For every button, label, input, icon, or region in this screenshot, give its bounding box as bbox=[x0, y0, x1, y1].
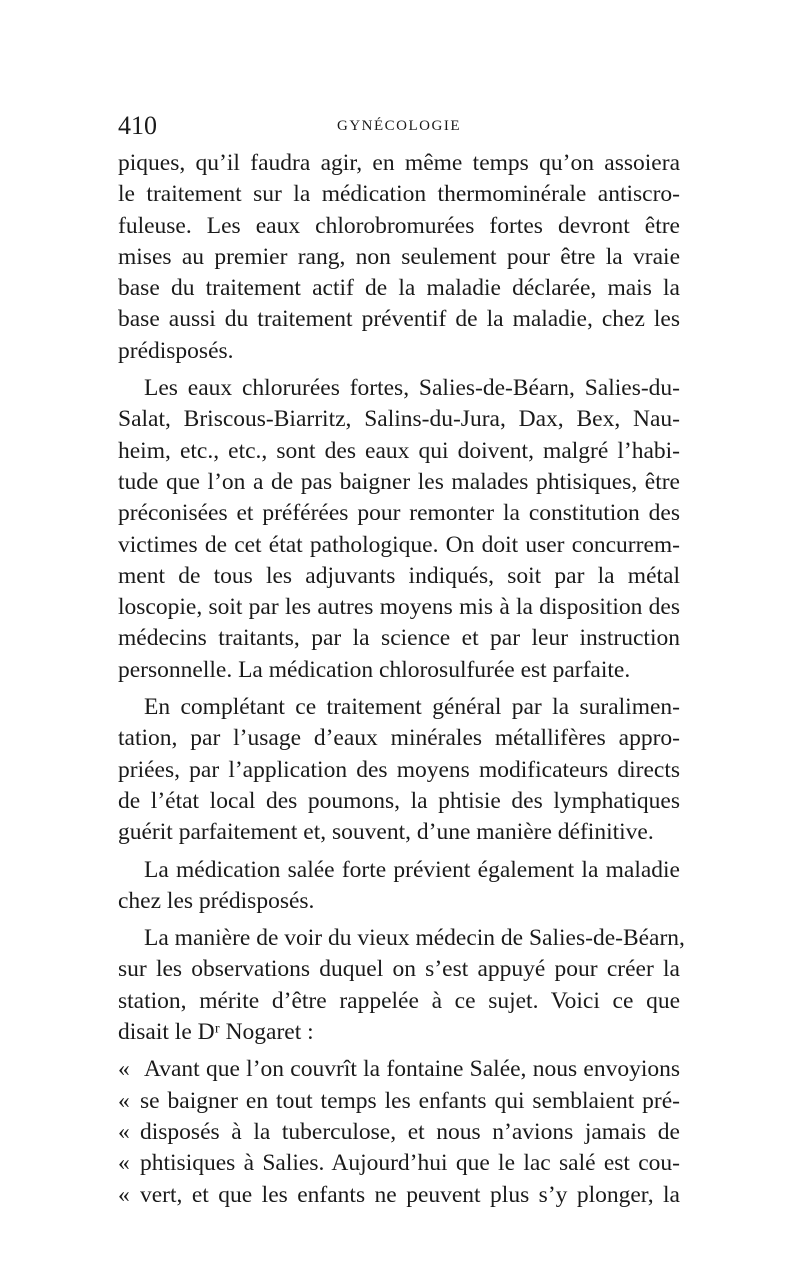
paragraph-line: guérit parfaitement et, souvent, d’une manière définitive. bbox=[118, 819, 654, 846]
paragraph bbox=[118, 148, 680, 367]
paragraph-line: base du traitement actif de la maladie déclarée, mais la bbox=[118, 275, 680, 302]
body-text bbox=[118, 148, 685, 1048]
quote-line-text: vert, et que les enfants ne peuvent plus s’y plonger, la bbox=[140, 1181, 680, 1208]
running-title: GYNÉCOLOGIE bbox=[337, 118, 461, 134]
quote-mark: « bbox=[118, 1087, 130, 1114]
paragraph-line: Les eaux chlorurées fortes, Salies-de-Béarn, Salies-du- bbox=[144, 375, 680, 402]
paragraph-line: disait le Dʳ Nogaret : bbox=[118, 1019, 314, 1046]
quote-line-text: Avant que l’on couvrît la fontaine Salée, nous envoyions bbox=[144, 1056, 680, 1083]
paragraph-line: fuleuse. Les eaux chlorobromurées fortes devront être bbox=[118, 212, 680, 239]
page-number: 410 bbox=[118, 111, 157, 140]
paragraph-line: prédisposés. bbox=[118, 337, 234, 364]
paragraph-line: victimes de cet état pathologique. On doit user concurrem- bbox=[118, 531, 680, 558]
quote-mark: « bbox=[118, 1181, 130, 1208]
quote-line bbox=[118, 1148, 680, 1179]
paragraph-line: loscopie, soit par les autres moyens mis à la disposition des bbox=[118, 594, 680, 621]
quote-line-text: se baigner en tout temps les enfants qui semblaient pré- bbox=[140, 1087, 680, 1114]
paragraph-line: médecins traitants, par la science et par leur instruction bbox=[118, 625, 680, 652]
paragraph-line: personnelle. La médication chlorosulfurée est parfaite. bbox=[118, 656, 631, 683]
quote-line-text: disposés à la tuberculose, et nous n’avions jamais de bbox=[140, 1118, 680, 1145]
quote-line-text: phtisiques à Salies. Aujourd’hui que le lac salé est cou- bbox=[140, 1150, 680, 1177]
paragraph-line: En complétant ce traitement général par la suralimen- bbox=[144, 694, 680, 721]
book-page bbox=[118, 108, 685, 1211]
paragraph bbox=[118, 692, 680, 848]
paragraph-line: tude que l’on a de pas baigner les malades phtisiques, être bbox=[118, 468, 680, 495]
paragraph-line: base aussi du traitement préventif de la maladie, chez les bbox=[118, 306, 680, 333]
paragraph-line: Salat, Briscous-Biarritz, Salins-du-Jura, Dax, Bex, Nau- bbox=[118, 406, 680, 433]
paragraph-line: La manière de voir du vieux médecin de Salies-de-Béarn, bbox=[144, 925, 685, 952]
quotation bbox=[118, 1048, 680, 1210]
paragraph-line: heim, etc., etc., sont des eaux qui doivent, malgré l’habi- bbox=[118, 437, 680, 464]
paragraph-line: priées, par l’application des moyens modificateurs directs bbox=[118, 756, 680, 783]
quote-mark: « bbox=[118, 1056, 130, 1083]
paragraph-line: La médication salée forte prévient également la maladie bbox=[144, 856, 680, 883]
quote-line bbox=[118, 1180, 680, 1211]
paragraph bbox=[118, 923, 685, 1048]
quote-line bbox=[118, 1054, 680, 1085]
running-head bbox=[118, 108, 680, 148]
paragraph bbox=[118, 373, 680, 686]
quote-mark: « bbox=[118, 1150, 130, 1177]
paragraph bbox=[118, 855, 680, 918]
paragraph-line: de l’état local des poumons, la phtisie des lymphatiques bbox=[118, 787, 680, 814]
paragraph-line: ment de tous les adjuvants indiqués, soit par la métal bbox=[118, 562, 680, 589]
quote-line bbox=[118, 1086, 680, 1117]
paragraph-line: station, mérite d’être rappelée à ce sujet. Voici ce que bbox=[118, 987, 680, 1014]
paragraph-line: le traitement sur la médication thermominérale antiscro- bbox=[118, 181, 680, 208]
paragraph-line: chez les prédisposés. bbox=[118, 887, 315, 914]
paragraph-line: préconisées et préférées pour remonter la constitution des bbox=[118, 500, 680, 527]
paragraph-line: piques, qu’il faudra agir, en même temps qu’on assoiera bbox=[118, 150, 680, 176]
quote-mark: « bbox=[118, 1118, 130, 1145]
paragraph-line: tation, par l’usage d’eaux minérales métallifères appro- bbox=[118, 725, 680, 752]
paragraph-line: sur les observations duquel on s’est appuyé pour créer la bbox=[118, 956, 680, 983]
quote-line bbox=[118, 1117, 680, 1148]
paragraph-line: mises au premier rang, non seulement pour être la vraie bbox=[118, 243, 680, 270]
